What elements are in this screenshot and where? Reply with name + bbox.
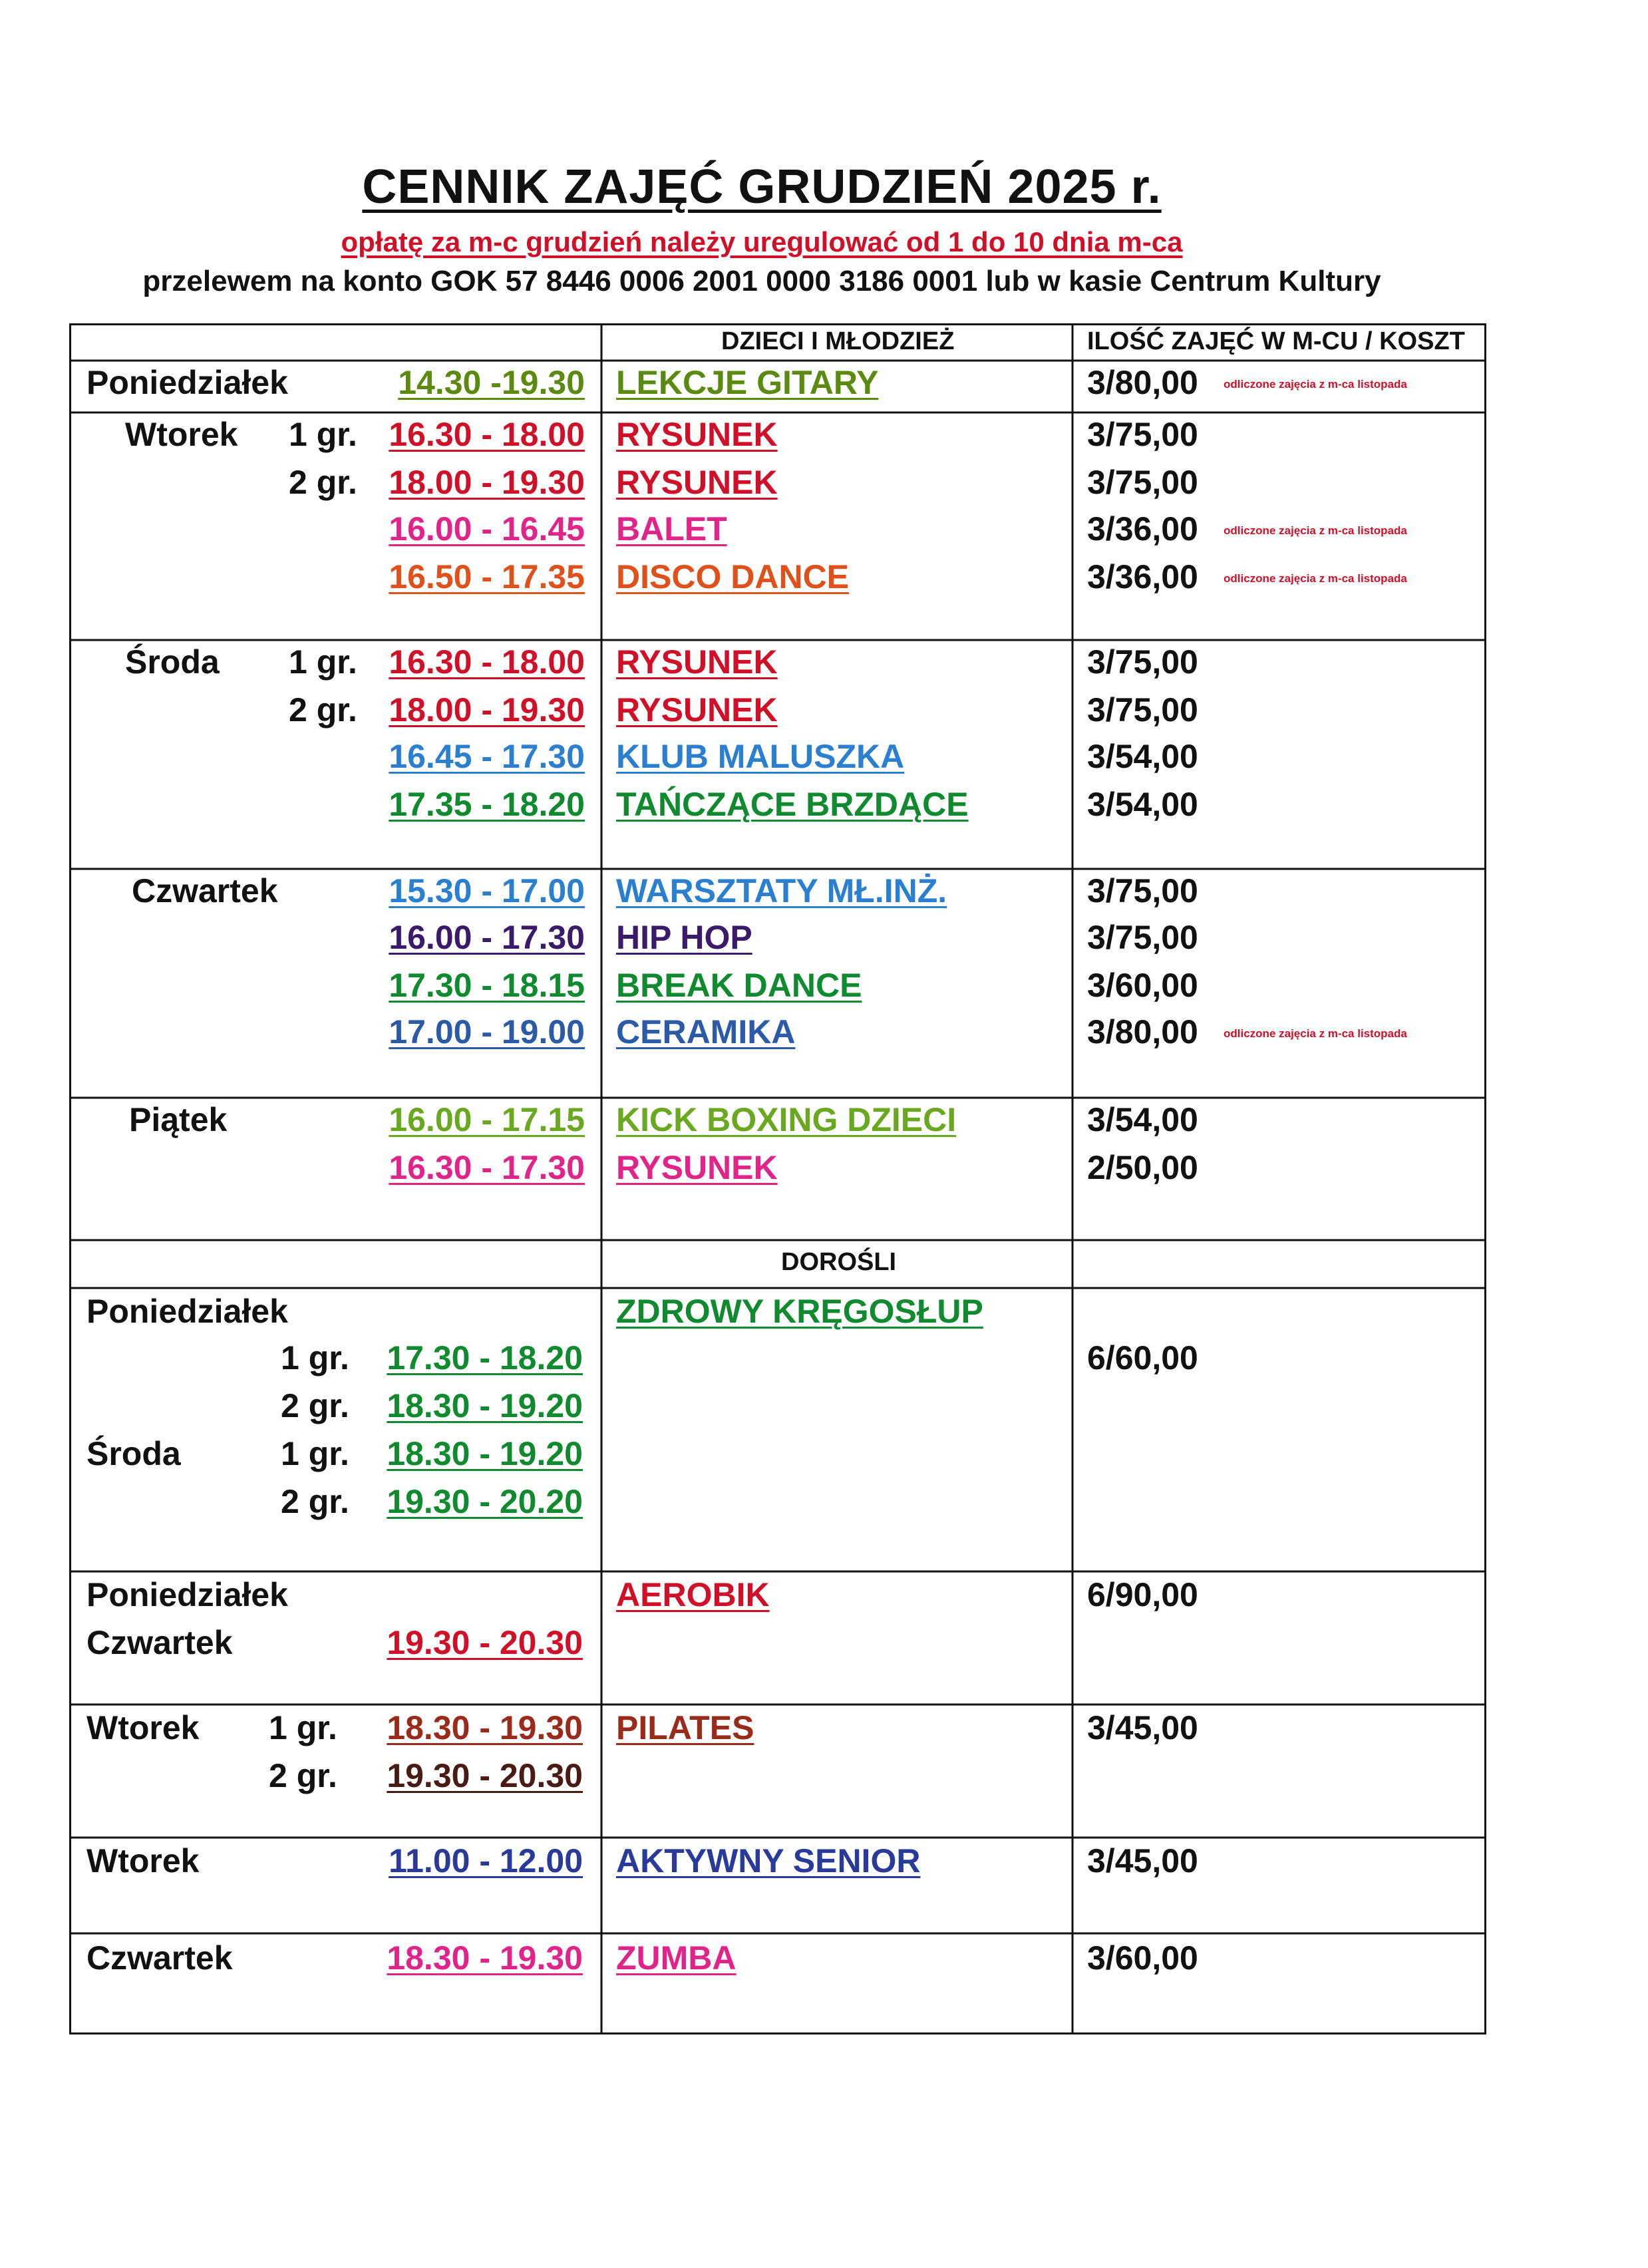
activity-name: RYSUNEK	[616, 691, 778, 729]
day-label: Środa	[125, 643, 220, 681]
header-cost: ILOŚĆ ZAJĘĆ W M-CU / KOSZT	[1087, 327, 1465, 355]
price-value: 3/75,00	[1087, 464, 1198, 501]
price-value: 3/36,00	[1087, 558, 1198, 595]
activity-name: BALET	[616, 510, 727, 548]
price-value: 3/80,00	[1087, 364, 1198, 401]
time-range: 18.30 - 19.20	[387, 1387, 583, 1424]
deduction-note: odliczone zajęcia z m-ca listopada	[1224, 378, 1407, 391]
group-label: 1 gr.	[289, 416, 357, 453]
price-value: 3/75,00	[1087, 872, 1198, 909]
activity-name: KLUB MALUSZKA	[616, 738, 905, 775]
time-range: 18.30 - 19.30	[387, 1709, 583, 1746]
group-label: 2 gr.	[269, 1757, 337, 1794]
activity-name: LEKCJE GITARY	[616, 364, 879, 401]
time-range: 11.00 - 12.00	[389, 1842, 583, 1879]
time-range: 17.35 - 18.20	[389, 786, 585, 823]
day-label: Czwartek	[86, 1624, 233, 1661]
group-label: 2 gr.	[289, 691, 357, 729]
group-label: 2 gr.	[281, 1483, 349, 1520]
activity-name: AKTYWNY SENIOR	[616, 1842, 921, 1879]
time-range: 19.30 - 20.20	[387, 1483, 583, 1520]
price-value: 3/75,00	[1087, 919, 1198, 956]
day-label: Wtorek	[86, 1709, 200, 1746]
price-value: 6/60,00	[1087, 1339, 1198, 1377]
deduction-note: odliczone zajęcia z m-ca listopada	[1224, 572, 1407, 585]
time-range: 16.00 - 17.30	[389, 919, 585, 956]
price-value: 3/75,00	[1087, 643, 1198, 681]
time-range: 19.30 - 20.30	[387, 1757, 583, 1794]
bank-account-info: przelewem na konto GOK 57 8446 0006 2001 0000 3186 0001 lub w kasie Centrum Kultury	[142, 265, 1381, 297]
activity-name: HIP HOP	[616, 919, 752, 956]
price-value: 3/45,00	[1087, 1842, 1198, 1879]
day-label: Poniedziałek	[86, 364, 288, 401]
price-value: 3/60,00	[1087, 967, 1198, 1004]
time-range: 16.30 - 17.30	[389, 1149, 585, 1186]
time-range: 16.00 - 16.45	[389, 510, 585, 548]
day-label: Wtorek	[86, 1842, 200, 1879]
price-value: 3/80,00	[1087, 1013, 1198, 1051]
activity-name: RYSUNEK	[616, 1149, 778, 1186]
time-range: 17.30 - 18.15	[389, 967, 585, 1004]
price-value: 2/50,00	[1087, 1149, 1198, 1186]
day-label: Środa	[86, 1435, 181, 1472]
time-range: 16.50 - 17.35	[389, 558, 585, 595]
time-range: 19.30 - 20.30	[387, 1624, 583, 1661]
activity-name: RYSUNEK	[616, 643, 778, 681]
activity-name: ZUMBA	[616, 1939, 737, 1977]
day-label: Poniedziałek	[86, 1576, 288, 1613]
activity-name: KICK BOXING DZIECI	[616, 1101, 957, 1138]
time-range: 16.30 - 18.00	[389, 643, 585, 681]
price-value: 3/54,00	[1087, 786, 1198, 823]
price-value: 3/60,00	[1087, 1939, 1198, 1977]
activity-name: TAŃCZĄCE BRZDĄCE	[616, 786, 969, 823]
time-range: 18.30 - 19.30	[387, 1939, 583, 1977]
time-range: 17.00 - 19.00	[389, 1013, 585, 1051]
day-label: Wtorek	[125, 416, 238, 453]
group-label: 1 gr.	[281, 1435, 349, 1472]
payment-notice: opłatę za m-c grudzień należy uregulować od 1 do 10 dnia m-ca	[341, 226, 1183, 257]
price-value: 3/54,00	[1087, 738, 1198, 775]
activity-name: WARSZTATY MŁ.INŻ.	[616, 872, 947, 909]
time-range: 18.00 - 19.30	[389, 691, 585, 729]
group-label: 1 gr.	[281, 1339, 349, 1377]
group-label: 1 gr.	[269, 1709, 337, 1746]
time-range: 15.30 - 17.00	[389, 872, 585, 909]
price-value: 3/75,00	[1087, 691, 1198, 729]
day-label: Czwartek	[132, 872, 278, 909]
day-label: Piątek	[129, 1101, 228, 1138]
header-kids: DZIECI I MŁODZIEŻ	[721, 327, 955, 355]
activity-name: PILATES	[616, 1709, 754, 1746]
time-range: 17.30 - 18.20	[387, 1339, 583, 1377]
activity-name: BREAK DANCE	[616, 967, 862, 1004]
activity-name: RYSUNEK	[616, 464, 778, 501]
price-value: 3/75,00	[1087, 416, 1198, 453]
time-range: 18.30 - 19.20	[387, 1435, 583, 1472]
activity-name: AEROBIK	[616, 1576, 770, 1613]
time-range: 18.00 - 19.30	[389, 464, 585, 501]
deduction-note: odliczone zajęcia z m-ca listopada	[1224, 1027, 1407, 1040]
price-table	[69, 323, 1486, 2034]
activity-name: RYSUNEK	[616, 416, 778, 453]
time-range: 14.30 -19.30	[398, 364, 585, 401]
deduction-note: odliczone zajęcia z m-ca listopada	[1224, 524, 1407, 537]
price-value: 3/54,00	[1087, 1101, 1198, 1138]
group-label: 1 gr.	[289, 643, 357, 681]
price-value: 3/36,00	[1087, 510, 1198, 548]
price-value: 6/90,00	[1087, 1576, 1198, 1613]
time-range: 16.45 - 17.30	[389, 738, 585, 775]
header-adults: DOROŚLI	[781, 1248, 897, 1276]
time-range: 16.30 - 18.00	[389, 416, 585, 453]
price-value: 3/45,00	[1087, 1709, 1198, 1746]
activity-name: ZDROWY KRĘGOSŁUP	[616, 1293, 983, 1330]
time-range: 16.00 - 17.15	[389, 1101, 585, 1138]
page-title: CENNIK ZAJĘĆ GRUDZIEŃ 2025 r.	[362, 160, 1162, 214]
activity-name: CERAMIKA	[616, 1013, 796, 1051]
group-label: 2 gr.	[281, 1387, 349, 1424]
group-label: 2 gr.	[289, 464, 357, 501]
day-label: Czwartek	[86, 1939, 233, 1977]
activity-name: DISCO DANCE	[616, 558, 850, 595]
day-label: Poniedziałek	[86, 1293, 288, 1330]
